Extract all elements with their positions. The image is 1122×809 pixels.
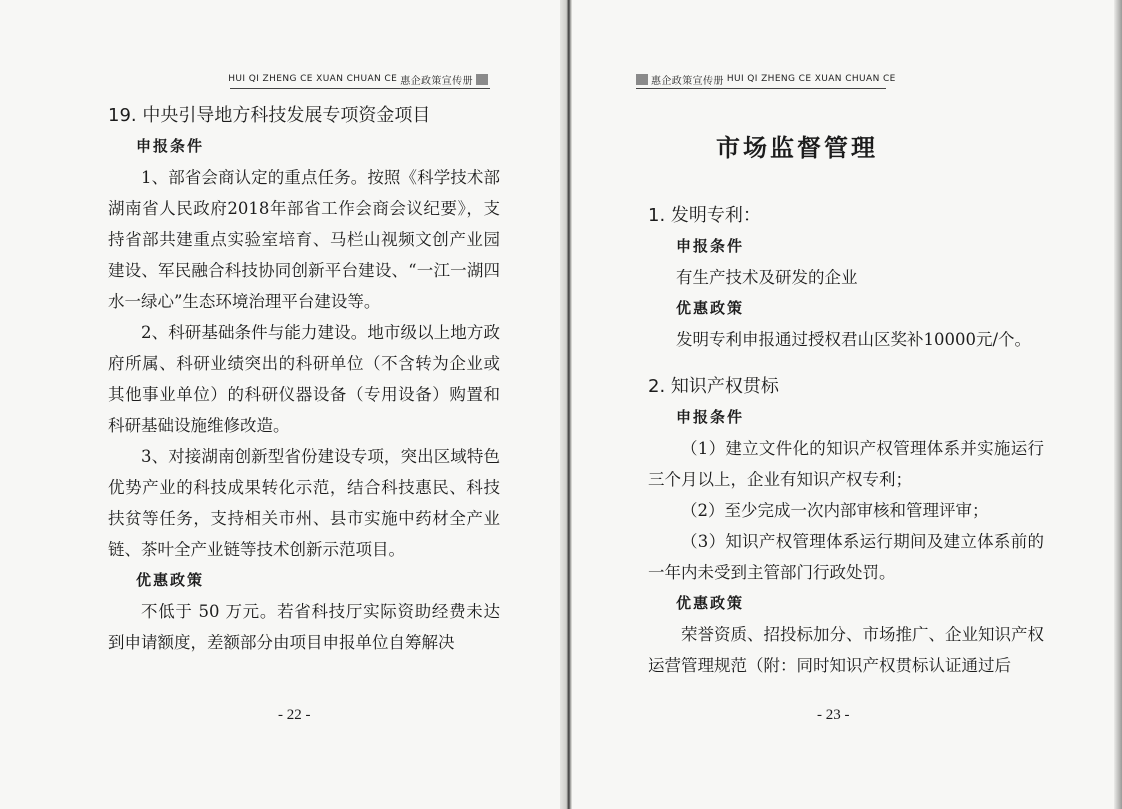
right-page-body [648, 200, 1044, 681]
page-number: - 23 - [817, 707, 850, 723]
policy-text: 发明专利申报通过授权君山区奖补10000元/个。 [676, 330, 1032, 349]
section-title: 19. 中央引导地方科技发展专项资金项目 [108, 105, 431, 126]
policy-label: 优惠政策 [136, 571, 205, 589]
paragraph: 2、科研基础条件与能力建设。地市级以上地方政府所属、科研业绩突出的科研单位（不含转为企业或其他事业单位）的科研仪器设备（专用设备）购置和科研基础设施维修改造。 [108, 323, 500, 435]
header-block-icon [476, 74, 488, 85]
conditions-label: 申报条件 [676, 408, 745, 426]
header-pinyin: HUI QI ZHENG CE XUAN CHUAN CE [228, 74, 398, 84]
paragraph: 1、部省会商认定的重点任务。按照《科学技术部 湖南省人民政府2018年部省工作会商会议纪要》，支持省部共建重点实验室培育、马栏山视频文创产业园建设、军民融合科技协同创新平台建设、“一江一湖四水一绿心”生态环境治理平台建设等。 [108, 168, 500, 311]
policy-label: 优惠政策 [676, 594, 745, 612]
header-pinyin: HUI QI ZHENG CE XUAN CHUAN CE [726, 74, 896, 84]
item-title: 1. 发明专利： [648, 205, 761, 226]
conditions-label: 申报条件 [676, 237, 745, 255]
condition-text: （2）至少完成一次内部审核和管理评审； [681, 501, 989, 520]
policy-text: 荣誉资质、招投标加分、市场推广、企业知识产权运营管理规范（附：同时知识产权贯标认证通过后 [648, 625, 1044, 675]
left-page-header [228, 72, 488, 86]
condition-text: （1）建立文件化的知识产权管理体系并实施运行三个月以上，企业有知识产权专利； [648, 439, 1044, 489]
right-page-header [636, 72, 896, 86]
left-page-body [108, 100, 500, 658]
policy-text: 不低于 50 万元。若省科技厅实际资助经费未达到申请额度，差额部分由项目申报单位自筹解决 [108, 602, 500, 652]
chapter-title: 市场监督管理 [716, 133, 878, 162]
condition-text: 有生产技术及研发的企业 [676, 268, 858, 287]
paragraph: 3、对接湖南创新型省份建设专项，突出区域特色优势产业的科技成果转化示范，结合科技惠民、科技扶贫等任务，支持相关市州、县市实施中药材全产业链、茶叶全产业链等技术创新示范项目。 [108, 447, 500, 559]
item-title: 2. 知识产权贯标 [648, 376, 779, 397]
header-title: 惠企政策宣传册 [651, 75, 724, 87]
condition-text: （3）知识产权管理体系运行期间及建立体系前的一年内未受到主管部门行政处罚。 [648, 532, 1044, 582]
page-edge [1114, 0, 1122, 809]
page-number: - 22 - [278, 707, 311, 723]
header-block-icon [636, 74, 648, 85]
header-title: 惠企政策宣传册 [400, 75, 473, 87]
conditions-label: 申报条件 [136, 137, 205, 155]
header-rule [636, 88, 886, 89]
policy-label: 优惠政策 [676, 299, 745, 317]
header-rule [230, 88, 490, 89]
right-page [572, 0, 1122, 809]
